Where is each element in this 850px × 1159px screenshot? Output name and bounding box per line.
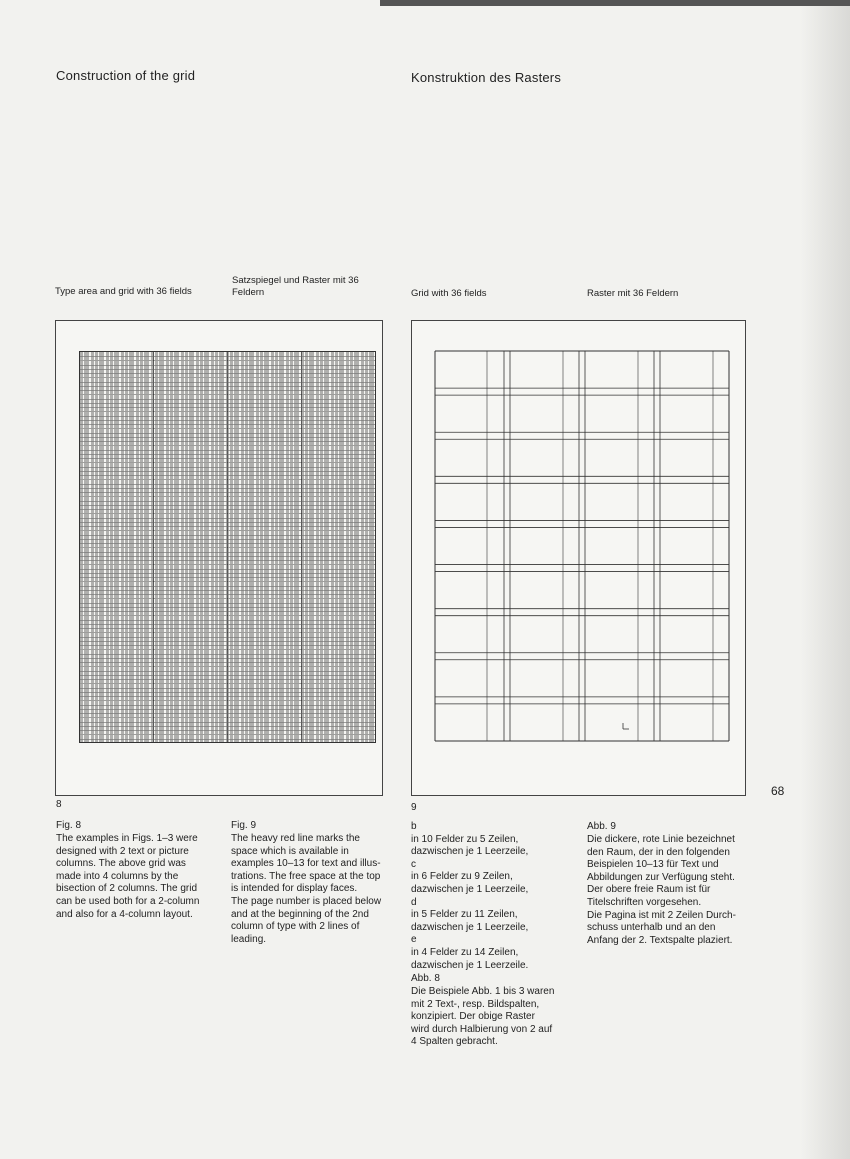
caption-type-area-en: Type area and grid with 36 fields <box>55 286 192 297</box>
text-line <box>80 739 375 743</box>
text-columns-block <box>79 351 376 743</box>
fig8-text: The examples in Figs. 1–3 were designed with 2 text or picture columns. The above grid was made into 4 columns by the bisection of 2 columns. The grid can be used both for a 2-column and also for a 4-column layout. <box>56 833 200 920</box>
abb9-text: Die dickere, rote Linie bezeichnet den Raum, der in den folgenden Beispielen 10–13 für Text und Abbildungen zur Verfügung steht. Der obere freie Raum ist für Titelschriften vorgesehen. Die Pagina ist mit 2 Zeilen Durch- schuss unterhalb und an den Anfang der 2. Textspalte plaziert. <box>587 834 736 946</box>
page-number-left: 8 <box>56 799 62 810</box>
grid-figure <box>411 320 746 796</box>
caption-grid-en: Grid with 36 fields <box>411 288 487 299</box>
scan-edge-bar <box>380 0 850 6</box>
abb8-label: Abb. 8 <box>411 973 440 984</box>
grid-drawing <box>412 321 745 795</box>
caption-grid-de: Raster mit 36 Feldern <box>587 288 679 299</box>
page-number-right: 9 <box>411 802 417 813</box>
abb9-label: Abb. 9 <box>587 821 616 832</box>
grid-variants-list: b in 10 Felder zu 5 Zeilen, dazwischen je 1 Leerzeile, c in 6 Felder zu 9 Zeilen, dazwischen je 1 Leerzeile, d in 5 Felder zu 11 Zeilen, dazwischen je 1 Leerzeile, e in 4 Felder zu 14 Zeilen, dazwischen je 1 Leerzeile. <box>411 821 529 971</box>
type-area-figure <box>55 320 383 796</box>
fig9-label: Fig. 9 <box>231 820 257 831</box>
caption-type-area-de: Satzspiegel und Raster mit 36 Feldern <box>232 275 359 298</box>
abb8-text: Die Beispiele Abb. 1 bis 3 waren mit 2 Text-, resp. Bildspalten, konzipiert. Der obige Raster wird durch Halbierung von 2 auf 4 Spalten gebracht. <box>411 986 555 1048</box>
left-page-title: Construction of the grid <box>56 68 196 83</box>
right-page-title: Konstruktion des Rasters <box>411 70 562 85</box>
page-edge-shadow <box>800 0 850 1159</box>
fig9-text: The heavy red line marks the space which is available in examples 10–13 for text and illus- trations. The free space at the top is intended for display faces. The page number is placed below and at the beginning of the 2nd column of type with 2 lines of leading. <box>231 833 382 945</box>
folio-number: 68 <box>771 784 785 798</box>
fig8-label: Fig. 8 <box>56 820 82 831</box>
